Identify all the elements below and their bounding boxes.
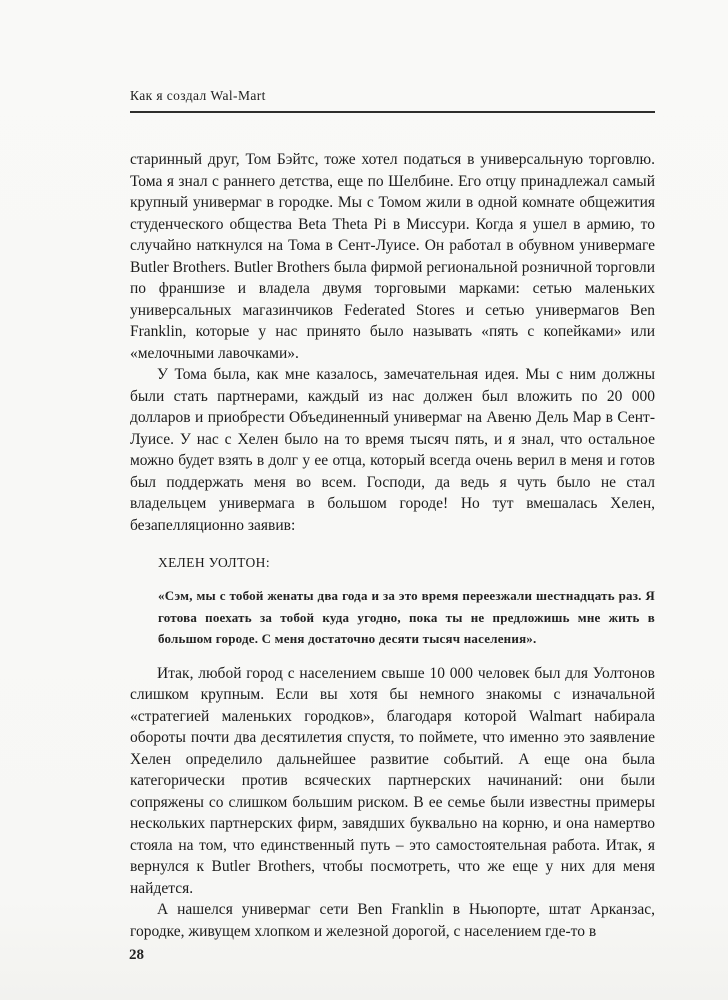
body-paragraph: Итак, любой город с населением свыше 10 000 человек был для Уолтонов слишком крупным. Если вы хотя бы немного знакомы с изначальной «стратегией маленьких городков», благодаря которой Walmart набирала обороты почти два десятилетия спустя, то поймете, что именно это заявление Хелен определило дальнейшее развитие событий. А еще она была категорически против всяческих партнерских начинаний: они были сопряжены со слишком большим риском. В ее семье были известны примеры нескольких партнерских фирм, завядших буквально на корню, и она намертво стояла на том, что единственный путь – это самостоятельная работа. Итак, я вернулся к Butler Brothers, чтобы посмотреть, что же еще у них для меня найдется. <box>130 664 655 897</box>
page-number: 28 <box>129 947 144 963</box>
quote-speaker: ХЕЛЕН УОЛТОН: <box>158 555 270 570</box>
quote-text: «Сэм, мы с тобой женаты два года и за это время переезжали шестнадцать раз. Я готова поехать за тобой куда угодно, пока ты не предложишь мне жить в большом городе. С меня достаточно десяти тысяч населения». <box>158 588 655 646</box>
running-header-title: Как я создал Wal-Mart <box>130 88 266 103</box>
page-content <box>130 88 655 942</box>
quote-block <box>158 555 655 650</box>
header-rule <box>130 111 655 113</box>
body-paragraph: А нашелся универмаг сети Ben Franklin в Ньюпорте, штат Арканзас, городке, живущем хлопком и железной дорогой, с населением где-то в <box>130 901 655 940</box>
body-text <box>130 149 655 942</box>
body-paragraph: старинный друг, Том Бэйтс, тоже хотел податься в универсальную торговлю. Тома я знал с раннего детства, еще по Шелбине. Его отцу принадлежал самый крупный универмаг в городке. Мы с Томом жили в одной комнате общежития студенческого общества Beta Theta Pi в Миссури. Когда я ушел в армию, то случайно наткнулся на Тома в Сент-Луисе. Он работал в обувном универмаге Butler Brothers. Butler Brothers была фирмой региональной розничной торговли по франшизе и владела двумя торговыми марками: сетью маленьких универсальных магазинчиков Federated Stores и сетью универмагов Ben Franklin, которые у нас принято было называть «пять с копейками» или «мелочными лавочками». <box>130 151 655 362</box>
body-paragraph: У Тома была, как мне казалось, замечательная идея. Мы с ним должны были стать партнерами, каждый из нас должен был вложить по 20 000 долларов и приобрести Объединенный универмаг на Авеню Дель Мар в Сент-Луисе. У нас с Хелен было на то время тысяч пять, и я знал, что остальное можно будет взять в долг у ее отца, который всегда очень верил в меня и готов был поддержать меня во всем. Господи, да ведь я чуть было не стал владельцем универмага в большом городе! Но тут вмешалась Хелен, безапелляционно заявив: <box>130 366 655 534</box>
